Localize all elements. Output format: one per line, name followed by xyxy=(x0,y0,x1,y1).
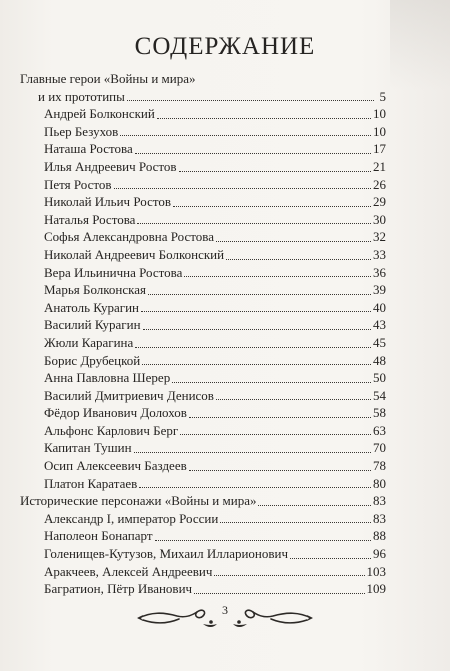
toc-entry-label: Фёдор Иванович Долохов xyxy=(44,405,187,421)
dot-leader xyxy=(135,336,371,348)
dot-leader xyxy=(137,212,371,224)
toc-entry-label: Николай Андреевич Болконский xyxy=(44,246,225,262)
toc-page-number: 58 xyxy=(373,405,386,421)
toc-page-number: 10 xyxy=(373,106,386,122)
toc-entry-label: Жюли Карагина xyxy=(44,334,134,350)
toc-entry xyxy=(20,387,386,405)
toc-entry xyxy=(20,264,386,282)
toc-page-number: 109 xyxy=(366,581,386,597)
toc-page-number: 36 xyxy=(373,264,386,280)
toc-page-number: 5 xyxy=(379,88,386,104)
toc-entry-label: Анатоль Курагин xyxy=(44,299,139,315)
dot-leader xyxy=(134,441,371,453)
toc-page-number: 39 xyxy=(373,282,386,298)
dot-leader xyxy=(142,353,371,365)
toc-entry xyxy=(20,176,386,194)
toc-page-number: 48 xyxy=(373,352,386,368)
toc-entry-label: Анна Павловна Шерер xyxy=(44,370,171,386)
toc-page-number: 96 xyxy=(373,546,386,562)
dot-leader xyxy=(226,248,371,260)
table-of-contents xyxy=(20,70,386,598)
dot-leader xyxy=(179,160,371,172)
toc-entry-label: Наталья Ростова xyxy=(44,211,136,227)
dot-leader xyxy=(194,582,364,594)
toc-entry xyxy=(20,228,386,246)
toc-entry xyxy=(20,316,386,334)
toc-entry-label: Аракчеев, Алексей Андреевич xyxy=(44,563,213,579)
toc-entry xyxy=(20,545,386,563)
toc-page-number: 78 xyxy=(373,458,386,474)
toc-entry xyxy=(20,369,386,387)
page-title: СОДЕРЖАНИЕ xyxy=(134,33,316,60)
toc-page-number: 21 xyxy=(373,158,386,174)
dot-leader xyxy=(127,89,374,101)
toc-page-number: 88 xyxy=(373,528,386,544)
toc-page-number: 50 xyxy=(373,370,386,386)
toc-entry xyxy=(20,457,386,475)
toc-entry-label: Вера Ильинична Ростова xyxy=(44,264,183,280)
toc-section-heading-continued xyxy=(20,88,386,106)
toc-entry xyxy=(20,422,386,440)
toc-page-number: 43 xyxy=(373,317,386,333)
toc-entry-label: Андрей Болконский xyxy=(44,106,155,122)
dot-leader xyxy=(141,300,371,312)
toc-page-number: 63 xyxy=(373,422,386,438)
dot-leader xyxy=(114,177,371,189)
toc-entry xyxy=(20,211,386,229)
dot-leader xyxy=(220,511,371,523)
toc-entry xyxy=(20,123,386,141)
dot-leader xyxy=(155,529,372,541)
toc-entry-label: Марья Болконская xyxy=(44,282,147,298)
toc-entry-label: Багратион, Пётр Иванович xyxy=(44,581,193,597)
toc-entry xyxy=(20,140,386,158)
toc-entry xyxy=(20,193,386,211)
toc-page-number: 83 xyxy=(373,493,386,509)
dot-leader xyxy=(173,195,371,207)
toc-section-heading-historical xyxy=(20,492,386,510)
toc-entry-label: Борис Друбецкой xyxy=(44,352,141,368)
toc-page-number: 29 xyxy=(373,194,386,210)
toc-entry-label: Петя Ростов xyxy=(44,176,112,192)
toc-entry xyxy=(20,439,386,457)
dot-leader xyxy=(216,230,371,242)
dot-leader xyxy=(172,371,371,383)
toc-page-number: 54 xyxy=(373,387,386,403)
toc-page-number: 26 xyxy=(373,176,386,192)
toc-page-number: 103 xyxy=(366,563,386,579)
toc-entry-label: Илья Андреевич Ростов xyxy=(44,158,177,174)
toc-entry-label: Альфонс Карлович Берг xyxy=(44,422,179,438)
toc-entry xyxy=(20,580,386,598)
page-number: 3 xyxy=(222,603,228,617)
toc-page-number: 83 xyxy=(373,510,386,526)
dot-leader xyxy=(214,564,364,576)
toc-entry-label: Василий Дмитриевич Денисов xyxy=(44,387,214,403)
dot-leader xyxy=(180,423,371,435)
toc-entry-label: Наташа Ростова xyxy=(44,141,133,157)
toc-page-number: 40 xyxy=(373,299,386,315)
toc-entry xyxy=(20,404,386,422)
toc-entry xyxy=(20,281,386,299)
toc-page-number: 30 xyxy=(373,211,386,227)
toc-page-number: 80 xyxy=(373,475,386,491)
toc-entry-label: Голенищев-Кутузов, Михаил Илларионович xyxy=(44,546,289,562)
toc-entry xyxy=(20,246,386,264)
toc-section-heading-label: Исторические персонажи «Войны и мира» xyxy=(20,493,257,509)
toc-page-number: 33 xyxy=(373,246,386,262)
toc-entry-label: Василий Курагин xyxy=(44,317,141,333)
dot-leader xyxy=(258,494,371,506)
toc-entry-label: Николай Ильич Ростов xyxy=(44,194,171,210)
toc-section-heading-line2: и их прототипы xyxy=(38,88,125,104)
toc-page-number: 32 xyxy=(373,229,386,245)
toc-page-number: 17 xyxy=(373,141,386,157)
dot-leader xyxy=(189,406,371,418)
dot-leader xyxy=(290,547,371,559)
toc-entry xyxy=(20,352,386,370)
dot-leader xyxy=(189,459,371,471)
dot-leader xyxy=(148,283,371,295)
toc-entry xyxy=(20,527,386,545)
toc-page-number: 70 xyxy=(373,440,386,456)
toc-entry xyxy=(20,158,386,176)
toc-entry-label: Наполеон Бонапарт xyxy=(44,528,153,544)
toc-page-number: 45 xyxy=(373,334,386,350)
dot-leader xyxy=(135,142,371,154)
toc-entry xyxy=(20,475,386,493)
dot-leader xyxy=(120,124,371,136)
dot-leader xyxy=(157,107,371,119)
dot-leader xyxy=(143,318,371,330)
toc-section-heading xyxy=(20,70,386,88)
toc-entry xyxy=(20,510,386,528)
dot-leader xyxy=(139,476,371,488)
toc-entry xyxy=(20,563,386,581)
toc-entry-label: Александр I, император России xyxy=(44,510,219,526)
toc-section-heading-line1: Главные герои «Войны и мира» xyxy=(20,71,196,86)
dot-leader xyxy=(184,265,371,277)
toc-entry xyxy=(20,334,386,352)
toc-entry-label: Платон Каратаев xyxy=(44,475,138,491)
toc-entry-label: Осип Алексеевич Баздеев xyxy=(44,458,187,474)
toc-entry-label: Софья Александровна Ростова xyxy=(44,229,215,245)
toc-entry xyxy=(20,299,386,317)
toc-entry xyxy=(20,105,386,123)
dot-leader xyxy=(216,388,371,400)
toc-entry-label: Капитан Тушин xyxy=(44,440,132,456)
toc-page-number: 10 xyxy=(373,123,386,139)
toc-entry-label: Пьер Безухов xyxy=(44,123,119,139)
